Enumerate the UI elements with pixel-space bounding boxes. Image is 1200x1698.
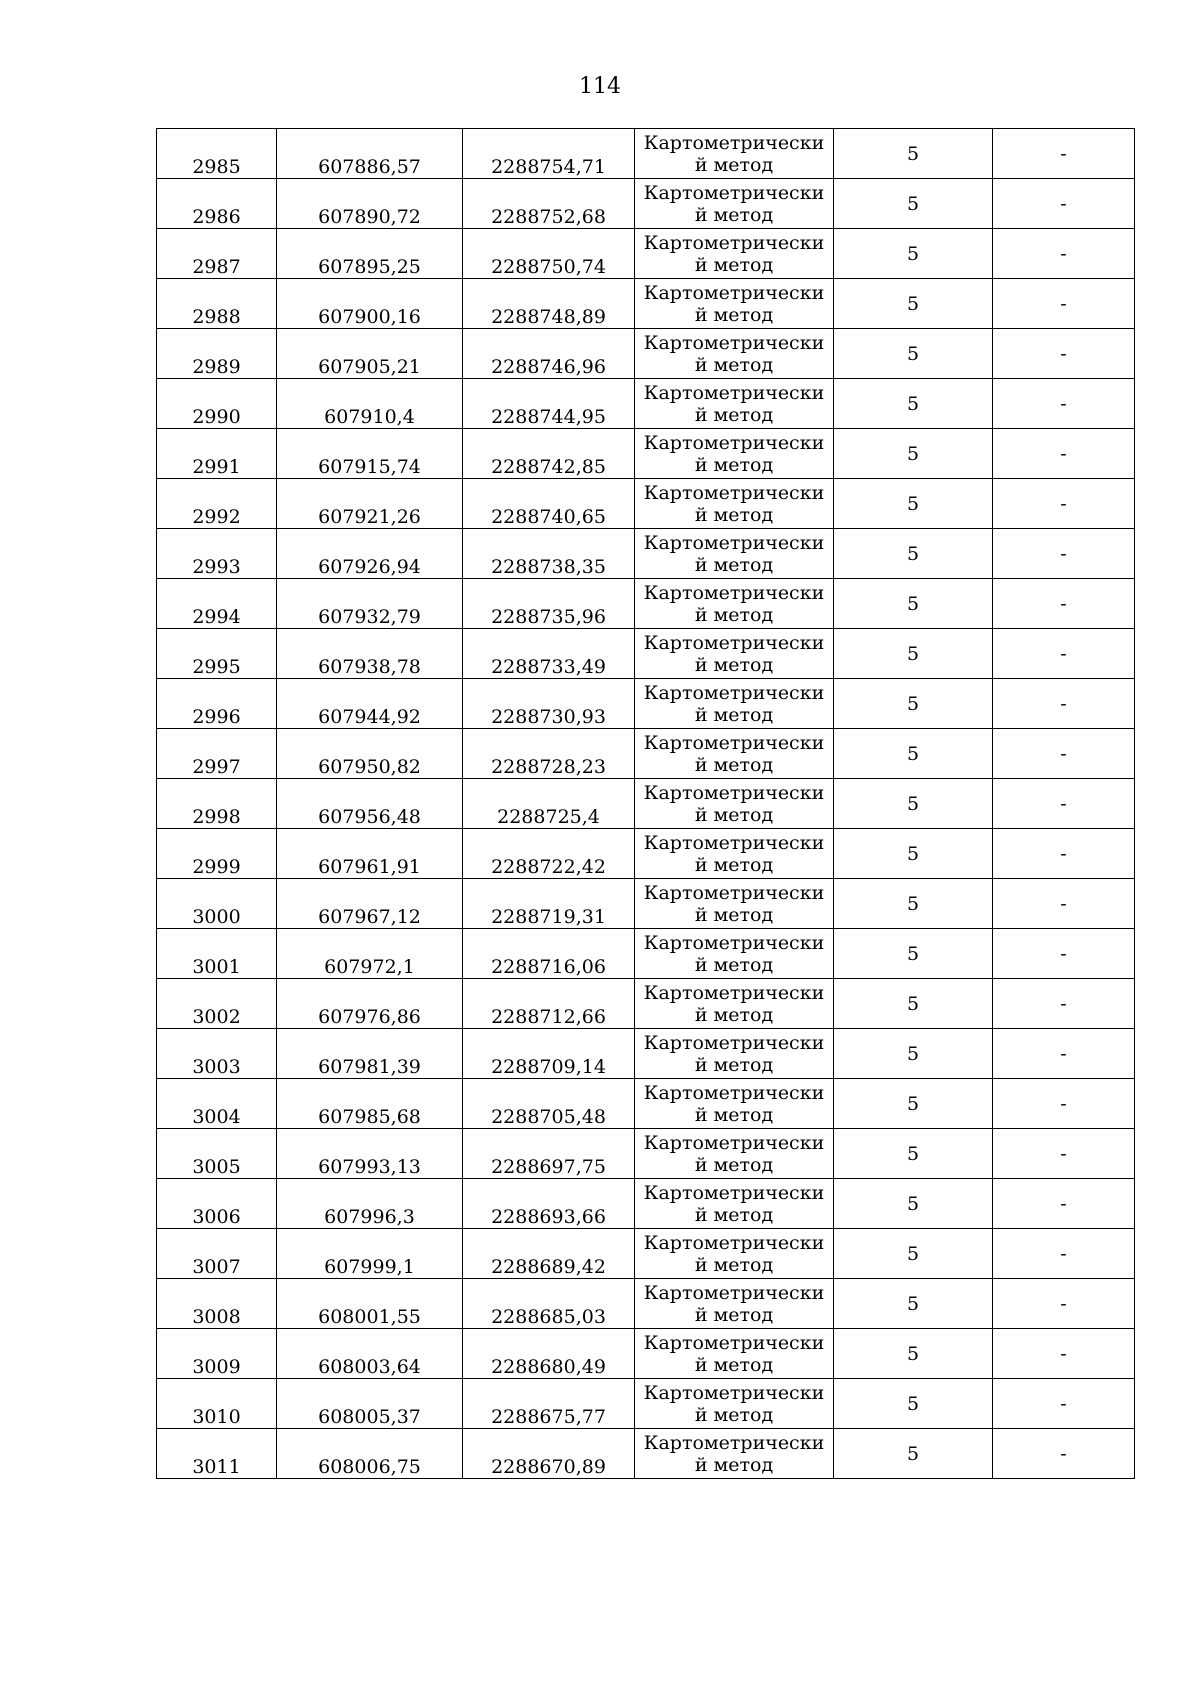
note-cell: - bbox=[993, 879, 1135, 929]
note-cell: - bbox=[993, 1379, 1135, 1429]
y-coordinate-cell: 2288746,96 bbox=[463, 329, 635, 379]
x-coordinate-cell: 607999,1 bbox=[277, 1229, 463, 1279]
note-cell: - bbox=[993, 229, 1135, 279]
table-row bbox=[157, 1079, 1135, 1129]
y-coordinate-cell: 2288670,89 bbox=[463, 1429, 635, 1479]
table-row bbox=[157, 229, 1135, 279]
accuracy-cell: 5 bbox=[834, 779, 993, 829]
method-line-1: Картометрически bbox=[643, 131, 825, 154]
note-cell: - bbox=[993, 929, 1135, 979]
point-number-cell: 3002 bbox=[157, 979, 277, 1029]
table-row bbox=[157, 529, 1135, 579]
point-number-cell: 3007 bbox=[157, 1229, 277, 1279]
method-line-2: й метод bbox=[694, 503, 774, 526]
method-line-2: й метод bbox=[694, 753, 774, 776]
method-line-2: й метод bbox=[694, 353, 774, 376]
note-cell: - bbox=[993, 629, 1135, 679]
method-line-2: й метод bbox=[694, 153, 774, 176]
method-cell bbox=[635, 1279, 834, 1329]
accuracy-cell: 5 bbox=[834, 179, 993, 229]
accuracy-cell: 5 bbox=[834, 929, 993, 979]
method-line-1: Картометрически bbox=[643, 931, 825, 954]
method-line-2: й метод bbox=[694, 1003, 774, 1026]
accuracy-cell: 5 bbox=[834, 529, 993, 579]
method-line-1: Картометрически bbox=[643, 781, 825, 804]
note-cell: - bbox=[993, 1229, 1135, 1279]
accuracy-cell: 5 bbox=[834, 1029, 993, 1079]
method-cell bbox=[635, 1129, 834, 1179]
method-line-1: Картометрически bbox=[643, 1081, 825, 1104]
x-coordinate-cell: 607921,26 bbox=[277, 479, 463, 529]
x-coordinate-cell: 607985,68 bbox=[277, 1079, 463, 1129]
y-coordinate-cell: 2288685,03 bbox=[463, 1279, 635, 1329]
note-cell: - bbox=[993, 279, 1135, 329]
accuracy-cell: 5 bbox=[834, 729, 993, 779]
point-number-cell: 2994 bbox=[157, 579, 277, 629]
accuracy-cell: 5 bbox=[834, 629, 993, 679]
y-coordinate-cell: 2288719,31 bbox=[463, 879, 635, 929]
y-coordinate-cell: 2288754,71 bbox=[463, 129, 635, 179]
x-coordinate-cell: 607886,57 bbox=[277, 129, 463, 179]
x-coordinate-cell: 607926,94 bbox=[277, 529, 463, 579]
y-coordinate-cell: 2288752,68 bbox=[463, 179, 635, 229]
y-coordinate-cell: 2288680,49 bbox=[463, 1329, 635, 1379]
note-cell: - bbox=[993, 1029, 1135, 1079]
x-coordinate-cell: 607950,82 bbox=[277, 729, 463, 779]
point-number-cell: 2999 bbox=[157, 829, 277, 879]
method-line-1: Картометрически bbox=[643, 631, 825, 654]
method-line-2: й метод bbox=[694, 203, 774, 226]
table-row bbox=[157, 829, 1135, 879]
accuracy-cell: 5 bbox=[834, 279, 993, 329]
table-row bbox=[157, 679, 1135, 729]
method-line-2: й метод bbox=[694, 453, 774, 476]
note-cell: - bbox=[993, 129, 1135, 179]
y-coordinate-cell: 2288748,89 bbox=[463, 279, 635, 329]
x-coordinate-cell: 607938,78 bbox=[277, 629, 463, 679]
accuracy-cell: 5 bbox=[834, 1379, 993, 1429]
method-line-1: Картометрически bbox=[643, 331, 825, 354]
x-coordinate-cell: 607993,13 bbox=[277, 1129, 463, 1179]
accuracy-cell: 5 bbox=[834, 1179, 993, 1229]
y-coordinate-cell: 2288750,74 bbox=[463, 229, 635, 279]
method-cell bbox=[635, 1379, 834, 1429]
method-cell bbox=[635, 329, 834, 379]
method-line-2: й метод bbox=[694, 553, 774, 576]
point-number-cell: 3006 bbox=[157, 1179, 277, 1229]
method-line-1: Картометрически bbox=[643, 581, 825, 604]
accuracy-cell: 5 bbox=[834, 1129, 993, 1179]
method-line-1: Картометрически bbox=[643, 1181, 825, 1204]
table-row bbox=[157, 279, 1135, 329]
table-row bbox=[157, 479, 1135, 529]
point-number-cell: 2995 bbox=[157, 629, 277, 679]
point-number-cell: 3000 bbox=[157, 879, 277, 929]
point-number-cell: 2987 bbox=[157, 229, 277, 279]
point-number-cell: 3011 bbox=[157, 1429, 277, 1479]
note-cell: - bbox=[993, 779, 1135, 829]
method-cell bbox=[635, 979, 834, 1029]
accuracy-cell: 5 bbox=[834, 579, 993, 629]
accuracy-cell: 5 bbox=[834, 679, 993, 729]
method-line-1: Картометрически bbox=[643, 281, 825, 304]
table-row bbox=[157, 429, 1135, 479]
table-row bbox=[157, 1229, 1135, 1279]
y-coordinate-cell: 2288705,48 bbox=[463, 1079, 635, 1129]
method-line-1: Картометрически bbox=[643, 381, 825, 404]
method-line-1: Картометрически bbox=[643, 731, 825, 754]
x-coordinate-cell: 607910,4 bbox=[277, 379, 463, 429]
note-cell: - bbox=[993, 979, 1135, 1029]
x-coordinate-cell: 608001,55 bbox=[277, 1279, 463, 1329]
x-coordinate-cell: 608006,75 bbox=[277, 1429, 463, 1479]
point-number-cell: 2990 bbox=[157, 379, 277, 429]
point-number-cell: 3005 bbox=[157, 1129, 277, 1179]
method-line-2: й метод bbox=[694, 1253, 774, 1276]
method-cell bbox=[635, 1179, 834, 1229]
point-number-cell: 2997 bbox=[157, 729, 277, 779]
y-coordinate-cell: 2288735,96 bbox=[463, 579, 635, 629]
point-number-cell: 2989 bbox=[157, 329, 277, 379]
table-row bbox=[157, 729, 1135, 779]
method-line-2: й метод bbox=[694, 953, 774, 976]
table-row bbox=[157, 579, 1135, 629]
method-cell bbox=[635, 129, 834, 179]
method-cell bbox=[635, 1429, 834, 1479]
table-row bbox=[157, 629, 1135, 679]
x-coordinate-cell: 607932,79 bbox=[277, 579, 463, 629]
method-line-1: Картометрически bbox=[643, 981, 825, 1004]
y-coordinate-cell: 2288709,14 bbox=[463, 1029, 635, 1079]
table-row bbox=[157, 179, 1135, 229]
x-coordinate-cell: 607996,3 bbox=[277, 1179, 463, 1229]
accuracy-cell: 5 bbox=[834, 129, 993, 179]
note-cell: - bbox=[993, 579, 1135, 629]
note-cell: - bbox=[993, 679, 1135, 729]
note-cell: - bbox=[993, 1129, 1135, 1179]
x-coordinate-cell: 607961,91 bbox=[277, 829, 463, 879]
accuracy-cell: 5 bbox=[834, 1329, 993, 1379]
note-cell: - bbox=[993, 829, 1135, 879]
method-line-2: й метод bbox=[694, 1053, 774, 1076]
point-number-cell: 2993 bbox=[157, 529, 277, 579]
method-line-2: й метод bbox=[694, 403, 774, 426]
note-cell: - bbox=[993, 479, 1135, 529]
method-cell bbox=[635, 829, 834, 879]
method-cell bbox=[635, 729, 834, 779]
method-line-2: й метод bbox=[694, 1453, 774, 1476]
method-line-2: й метод bbox=[694, 303, 774, 326]
x-coordinate-cell: 607895,25 bbox=[277, 229, 463, 279]
method-line-1: Картометрически bbox=[643, 531, 825, 554]
table-row bbox=[157, 1129, 1135, 1179]
accuracy-cell: 5 bbox=[834, 229, 993, 279]
y-coordinate-cell: 2288740,65 bbox=[463, 479, 635, 529]
y-coordinate-cell: 2288693,66 bbox=[463, 1179, 635, 1229]
note-cell: - bbox=[993, 179, 1135, 229]
method-line-2: й метод bbox=[694, 653, 774, 676]
y-coordinate-cell: 2288712,66 bbox=[463, 979, 635, 1029]
table-row bbox=[157, 329, 1135, 379]
x-coordinate-cell: 608005,37 bbox=[277, 1379, 463, 1429]
y-coordinate-cell: 2288725,4 bbox=[463, 779, 635, 829]
point-number-cell: 2991 bbox=[157, 429, 277, 479]
x-coordinate-cell: 607972,1 bbox=[277, 929, 463, 979]
method-line-1: Картометрически bbox=[643, 831, 825, 854]
y-coordinate-cell: 2288730,93 bbox=[463, 679, 635, 729]
y-coordinate-cell: 2288675,77 bbox=[463, 1379, 635, 1429]
method-line-2: й метод bbox=[694, 1303, 774, 1326]
method-cell bbox=[635, 229, 834, 279]
method-cell bbox=[635, 929, 834, 979]
table-row bbox=[157, 1179, 1135, 1229]
accuracy-cell: 5 bbox=[834, 479, 993, 529]
table-row bbox=[157, 1329, 1135, 1379]
y-coordinate-cell: 2288742,85 bbox=[463, 429, 635, 479]
method-cell bbox=[635, 1329, 834, 1379]
x-coordinate-cell: 607890,72 bbox=[277, 179, 463, 229]
note-cell: - bbox=[993, 729, 1135, 779]
table-row bbox=[157, 879, 1135, 929]
x-coordinate-cell: 607967,12 bbox=[277, 879, 463, 929]
note-cell: - bbox=[993, 1179, 1135, 1229]
method-line-2: й метод bbox=[694, 803, 774, 826]
x-coordinate-cell: 607915,74 bbox=[277, 429, 463, 479]
method-line-1: Картометрически bbox=[643, 431, 825, 454]
table-row bbox=[157, 1279, 1135, 1329]
method-line-1: Картометрически bbox=[643, 181, 825, 204]
method-line-2: й метод bbox=[694, 1353, 774, 1376]
method-cell bbox=[635, 1229, 834, 1279]
point-number-cell: 2998 bbox=[157, 779, 277, 829]
point-number-cell: 2992 bbox=[157, 479, 277, 529]
x-coordinate-cell: 607981,39 bbox=[277, 1029, 463, 1079]
method-cell bbox=[635, 479, 834, 529]
method-cell bbox=[635, 379, 834, 429]
method-cell bbox=[635, 679, 834, 729]
note-cell: - bbox=[993, 429, 1135, 479]
point-number-cell: 3008 bbox=[157, 1279, 277, 1329]
method-line-2: й метод bbox=[694, 903, 774, 926]
y-coordinate-cell: 2288738,35 bbox=[463, 529, 635, 579]
accuracy-cell: 5 bbox=[834, 1229, 993, 1279]
x-coordinate-cell: 608003,64 bbox=[277, 1329, 463, 1379]
method-line-1: Картометрически bbox=[643, 681, 825, 704]
point-number-cell: 3009 bbox=[157, 1329, 277, 1379]
method-line-2: й метод bbox=[694, 1153, 774, 1176]
method-cell bbox=[635, 1029, 834, 1079]
method-line-1: Картометрически bbox=[643, 231, 825, 254]
note-cell: - bbox=[993, 379, 1135, 429]
table-row bbox=[157, 1429, 1135, 1479]
method-cell bbox=[635, 579, 834, 629]
method-line-1: Картометрически bbox=[643, 1431, 825, 1454]
method-line-2: й метод bbox=[694, 603, 774, 626]
note-cell: - bbox=[993, 1329, 1135, 1379]
method-cell bbox=[635, 179, 834, 229]
note-cell: - bbox=[993, 1079, 1135, 1129]
method-cell bbox=[635, 879, 834, 929]
method-cell bbox=[635, 429, 834, 479]
table-row bbox=[157, 929, 1135, 979]
method-cell bbox=[635, 1079, 834, 1129]
accuracy-cell: 5 bbox=[834, 1429, 993, 1479]
point-number-cell: 3004 bbox=[157, 1079, 277, 1129]
table-row bbox=[157, 1379, 1135, 1429]
accuracy-cell: 5 bbox=[834, 1079, 993, 1129]
y-coordinate-cell: 2288722,42 bbox=[463, 829, 635, 879]
point-number-cell: 2985 bbox=[157, 129, 277, 179]
accuracy-cell: 5 bbox=[834, 429, 993, 479]
method-line-1: Картометрически bbox=[643, 1281, 825, 1304]
method-cell bbox=[635, 279, 834, 329]
coordinates-table bbox=[156, 128, 1135, 1479]
method-line-1: Картометрически bbox=[643, 881, 825, 904]
method-cell bbox=[635, 529, 834, 579]
y-coordinate-cell: 2288697,75 bbox=[463, 1129, 635, 1179]
accuracy-cell: 5 bbox=[834, 329, 993, 379]
accuracy-cell: 5 bbox=[834, 879, 993, 929]
x-coordinate-cell: 607944,92 bbox=[277, 679, 463, 729]
coordinates-table-body bbox=[157, 129, 1135, 1479]
method-line-2: й метод bbox=[694, 1203, 774, 1226]
point-number-cell: 2986 bbox=[157, 179, 277, 229]
point-number-cell: 3001 bbox=[157, 929, 277, 979]
table-row bbox=[157, 379, 1135, 429]
table-row bbox=[157, 779, 1135, 829]
point-number-cell: 3010 bbox=[157, 1379, 277, 1429]
method-cell bbox=[635, 779, 834, 829]
accuracy-cell: 5 bbox=[834, 829, 993, 879]
y-coordinate-cell: 2288716,06 bbox=[463, 929, 635, 979]
accuracy-cell: 5 bbox=[834, 1279, 993, 1329]
point-number-cell: 2996 bbox=[157, 679, 277, 729]
y-coordinate-cell: 2288744,95 bbox=[463, 379, 635, 429]
y-coordinate-cell: 2288733,49 bbox=[463, 629, 635, 679]
method-line-1: Картометрически bbox=[643, 1331, 825, 1354]
x-coordinate-cell: 607905,21 bbox=[277, 329, 463, 379]
method-line-2: й метод bbox=[694, 703, 774, 726]
x-coordinate-cell: 607956,48 bbox=[277, 779, 463, 829]
note-cell: - bbox=[993, 329, 1135, 379]
point-number-cell: 2988 bbox=[157, 279, 277, 329]
x-coordinate-cell: 607976,86 bbox=[277, 979, 463, 1029]
page-number: 114 bbox=[579, 74, 621, 99]
method-line-2: й метод bbox=[694, 1403, 774, 1426]
y-coordinate-cell: 2288689,42 bbox=[463, 1229, 635, 1279]
point-number-cell: 3003 bbox=[157, 1029, 277, 1079]
method-line-1: Картометрически bbox=[643, 481, 825, 504]
note-cell: - bbox=[993, 1279, 1135, 1329]
method-cell bbox=[635, 629, 834, 679]
method-line-2: й метод bbox=[694, 253, 774, 276]
x-coordinate-cell: 607900,16 bbox=[277, 279, 463, 329]
method-line-2: й метод bbox=[694, 853, 774, 876]
method-line-1: Картометрически bbox=[643, 1031, 825, 1054]
y-coordinate-cell: 2288728,23 bbox=[463, 729, 635, 779]
method-line-1: Картометрически bbox=[643, 1231, 825, 1254]
accuracy-cell: 5 bbox=[834, 979, 993, 1029]
method-line-2: й метод bbox=[694, 1103, 774, 1126]
accuracy-cell: 5 bbox=[834, 379, 993, 429]
note-cell: - bbox=[993, 1429, 1135, 1479]
note-cell: - bbox=[993, 529, 1135, 579]
method-line-1: Картометрически bbox=[643, 1381, 825, 1404]
table-row bbox=[157, 1029, 1135, 1079]
method-line-1: Картометрически bbox=[643, 1131, 825, 1154]
table-row bbox=[157, 129, 1135, 179]
table-row bbox=[157, 979, 1135, 1029]
